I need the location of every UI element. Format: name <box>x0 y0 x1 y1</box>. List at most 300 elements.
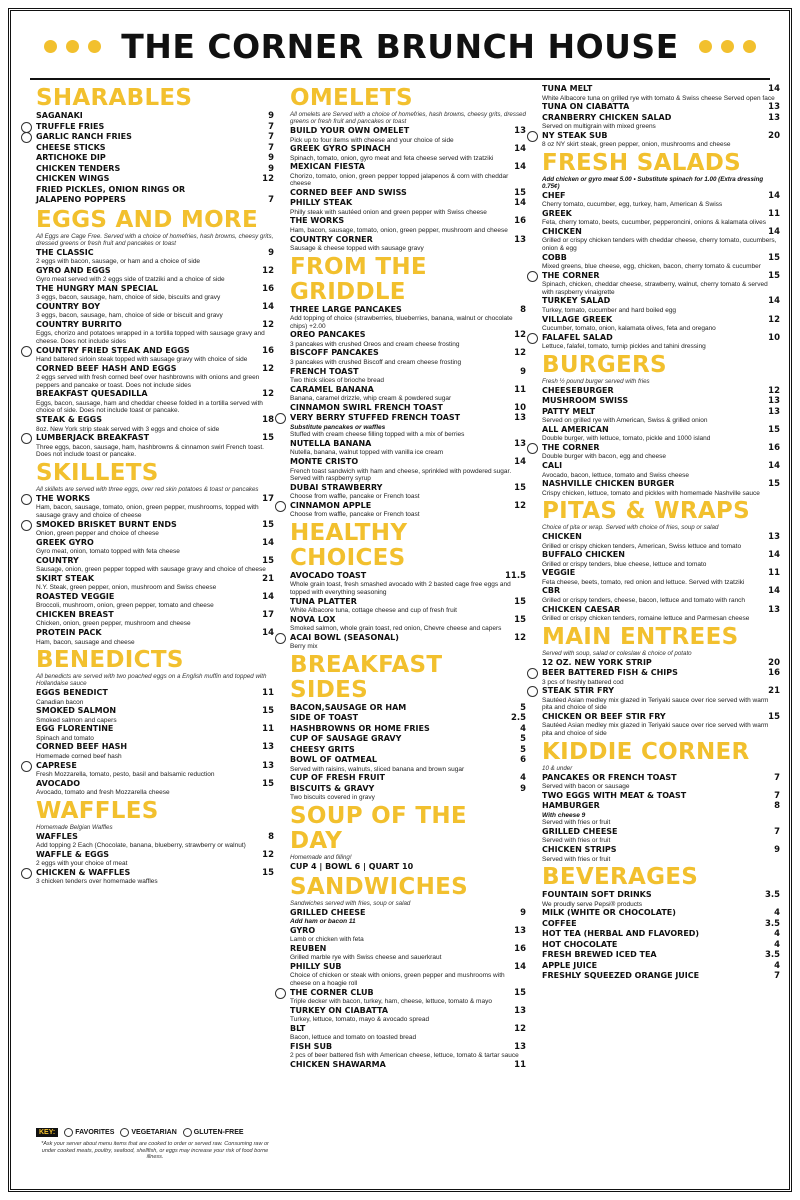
item-price: 7 <box>268 132 274 142</box>
item-price: 18 <box>262 415 274 426</box>
menu-item <box>36 185 274 196</box>
item-description: Whole grain toast, fresh smashed avocado with 2 basted cage free eggs and topped with everything seasoning <box>290 581 511 596</box>
item-price: 7 <box>268 195 274 205</box>
gluten-free-icon <box>527 131 538 142</box>
item-price: 14 <box>262 591 274 602</box>
item-price: 14 <box>768 296 780 307</box>
section-note: 10 & under <box>542 764 573 772</box>
menu-item <box>290 403 526 414</box>
item-price: 15 <box>514 482 526 493</box>
item-name: COUNTRY BOY <box>36 301 101 311</box>
item-description: 3 pcs of freshly battered cod <box>542 678 624 686</box>
item-description: White Albacore tuna, cottage cheese and cup of fresh fruit <box>290 607 457 615</box>
item-row <box>542 84 780 95</box>
menu-item <box>542 253 780 271</box>
item-row <box>290 126 526 137</box>
item-name: BOWL OF OATMEAL <box>290 755 377 765</box>
item-row <box>290 235 526 246</box>
item-row <box>36 628 274 639</box>
item-row <box>542 773 780 784</box>
item-name: FRESH BREWED ICED TEA <box>542 950 657 960</box>
item-price: 20 <box>768 130 780 141</box>
item-name: SIDE OF TOAST <box>290 713 359 723</box>
key-label: KEY: <box>36 1128 58 1137</box>
menu-item <box>36 153 274 164</box>
menu-item <box>36 302 274 320</box>
item-price: 13 <box>262 760 274 771</box>
menu-item <box>36 494 274 520</box>
item-name: CHICKEN <box>542 532 582 542</box>
menu-item <box>542 425 780 443</box>
header-dots-left <box>44 40 101 53</box>
gluten-free-icon <box>21 132 32 143</box>
gluten-free-icon <box>21 122 32 133</box>
menu-item <box>542 315 780 333</box>
item-name: WAFFLES <box>36 831 78 841</box>
item-name: THE HUNGRY MAN SPECIAL <box>36 283 159 293</box>
item-row <box>290 988 526 999</box>
item-price: 13 <box>514 234 526 245</box>
item-name: APPLE JUICE <box>542 960 598 970</box>
menu-item <box>542 568 780 586</box>
item-row <box>36 143 274 154</box>
item-name: GREEK <box>542 208 572 218</box>
menu-item <box>542 908 780 919</box>
item-name: COUNTRY FRIED STEAK AND EGGS <box>36 345 190 355</box>
item-price: 14 <box>262 301 274 312</box>
item-description: Gyro meat served with 2 eggs side of tzatziki and a choice of side <box>36 276 225 284</box>
menu-item <box>290 908 526 926</box>
item-price: 11 <box>262 688 274 699</box>
item-description: Spinach and tomato <box>36 734 94 742</box>
item-price: 11 <box>262 724 274 735</box>
item-row <box>290 597 526 608</box>
item-name: ALL AMERICAN <box>542 424 609 434</box>
section-note: Sandwiches served with fries, soup or salad <box>290 899 411 907</box>
menu-item <box>542 929 780 940</box>
section-title: SOUP OF THE DAY <box>290 803 467 855</box>
menu-item <box>36 132 274 143</box>
menu-item <box>542 386 780 397</box>
item-name: COBB <box>542 252 567 262</box>
item-price: 13 <box>514 126 526 136</box>
item-name: MUSHROOM SWISS <box>542 396 629 406</box>
section-note: All benedicts are served with two poached eggs on a English muffin and topped with Hollandaise sauce <box>36 673 267 688</box>
item-name: MILK (WHITE OR CHOCOLATE) <box>542 908 676 918</box>
item-row <box>542 929 780 940</box>
menu-item <box>290 633 526 651</box>
menu-item <box>542 113 780 131</box>
menu-section <box>290 86 526 253</box>
item-description: Stuffed with cream cheese filling topped with a mix of berries <box>290 431 465 439</box>
key-vegetarian <box>120 1128 176 1137</box>
item-price: 21 <box>768 686 780 697</box>
item-description: 3 chicken tenders over homemade waffles <box>36 878 158 886</box>
item-price: 9 <box>268 247 274 258</box>
menu-item <box>290 571 526 597</box>
gluten-free-icon <box>527 271 538 282</box>
item-price: 7 <box>268 142 274 153</box>
item-name: FRENCH TOAST <box>290 366 359 376</box>
item-description: Hand battered sirloin steak topped with sausage gravy with choice of side <box>36 356 248 364</box>
item-price: 14 <box>768 84 780 94</box>
item-description: Eggs, bacon, sausage, ham and cheddar cheese folded in a tortilla served with choice of side. Does not include toast or pancake. <box>36 399 263 415</box>
item-description: Cherry tomato, cucumber, egg, turkey, ham, American & Swiss <box>542 201 723 209</box>
menu-item <box>290 597 526 615</box>
header-divider <box>30 78 770 80</box>
menu-section <box>36 208 274 459</box>
section-title: EGGS AND MORE <box>36 206 258 233</box>
item-name: TWO EGGS WITH MEAT & TOAST <box>542 790 687 800</box>
decorative-dot-icon <box>699 40 712 53</box>
menu-item <box>290 988 526 1006</box>
item-price: 7 <box>268 121 274 132</box>
item-price: 5 <box>520 702 526 713</box>
menu-item <box>542 227 780 253</box>
item-description: Served with bacon or sausage <box>542 783 630 791</box>
item-row <box>290 501 526 512</box>
section-title: BENEDICTS <box>36 647 184 674</box>
item-name: COUNTRY CORNER <box>290 234 373 244</box>
item-row <box>36 574 274 585</box>
item-price: 15 <box>768 270 780 281</box>
item-price: 5 <box>520 734 526 745</box>
item-price: 13 <box>768 396 780 407</box>
item-price: 9 <box>268 111 274 121</box>
item-row <box>36 174 274 185</box>
item-name: FRIED PICKLES, ONION RINGS OR <box>36 184 186 194</box>
item-description: Broccoli, mushroom, onion, green pepper, tomato and cheese <box>36 602 214 610</box>
item-description: Nutella, banana, walnut topped with vanilla ice cream <box>290 449 444 457</box>
item-row <box>290 330 526 341</box>
item-name: CHICKEN CAESAR <box>542 604 621 614</box>
item-price: 13 <box>262 742 274 753</box>
menu-item <box>542 961 780 972</box>
item-price: 15 <box>262 433 274 444</box>
item-name: ARTICHOKE DIP <box>36 153 106 162</box>
item-price: 16 <box>514 216 526 227</box>
item-price: 16 <box>262 345 274 356</box>
item-description: Add topping 2 Each (Chocolate, banana, blueberry, strawberry or walnut) <box>36 842 246 850</box>
gluten-free-icon <box>21 520 32 531</box>
item-price: 4 <box>774 929 780 940</box>
menu-item <box>542 950 780 961</box>
item-name: CUP OF SAUSAGE GRAVY <box>290 734 402 744</box>
menu-item <box>290 962 526 988</box>
header-dots-right <box>699 40 756 53</box>
menu-item <box>542 461 780 479</box>
item-price: 12 <box>514 330 526 341</box>
item-price: 15 <box>768 479 780 490</box>
item-row <box>542 396 780 407</box>
item-row <box>36 320 274 331</box>
menu-item <box>542 658 780 669</box>
menu-section <box>290 521 526 651</box>
item-description: Gyro meat, onion, tomato topped with feta cheese <box>36 548 180 556</box>
menu-item <box>542 801 780 827</box>
item-row <box>542 191 780 202</box>
menu-item <box>36 389 274 415</box>
item-row <box>542 950 780 961</box>
item-price: 7 <box>774 826 780 837</box>
item-price: 2.5 <box>510 713 526 724</box>
section-note: All omelets are Served with a choice of homefries, hash browns, cheesy grits, dressed greens or fresh fruit and pancakes or toast <box>290 111 526 125</box>
menu-item <box>36 574 274 592</box>
item-row <box>290 962 526 973</box>
item-description: Grilled or crispy chicken tenders with cheddar cheese, cherry tomato, cucumbers, onion & egg <box>542 237 777 253</box>
item-row <box>290 734 526 745</box>
item-name: SMOKED SALMON <box>36 706 117 716</box>
item-name: TURKEY ON CIABATTA <box>290 1005 389 1015</box>
item-row <box>36 266 274 277</box>
menu-item <box>290 862 526 873</box>
key-favorites-label: FAVORITES <box>75 1129 115 1136</box>
item-row <box>36 164 274 175</box>
menu-item <box>290 348 526 366</box>
item-row <box>36 364 274 375</box>
item-price: 15 <box>262 555 274 566</box>
item-row <box>36 832 274 843</box>
item-option: Substitute pancakes or waffles <box>290 423 386 431</box>
section-title: SKILLETS <box>36 459 159 486</box>
item-price: 13 <box>514 438 526 449</box>
item-row <box>290 367 526 378</box>
menu-item <box>36 850 274 868</box>
item-description: Grilled or crispy chicken tenders, American, Swiss lettuce and tomato <box>542 542 742 550</box>
item-name: CARAMEL BANANA <box>290 384 374 394</box>
menu-item <box>542 296 780 314</box>
item-name: BISCOFF PANCAKES <box>290 348 379 358</box>
menu-item <box>290 944 526 962</box>
menu-item <box>542 443 780 461</box>
item-row <box>542 827 780 838</box>
item-price: 15 <box>514 596 526 607</box>
item-description: Philly steak with sautéed onion and green pepper with Swiss cheese <box>290 208 487 216</box>
menu-item <box>290 784 526 802</box>
menu-section <box>36 648 274 797</box>
item-price: 16 <box>262 283 274 294</box>
menu-item <box>290 724 526 735</box>
key-glutenfree <box>183 1128 244 1137</box>
item-description: Three eggs, bacon, sausage, ham, hashbrowns & cinnamon swirl French toast. Does not include toast or pancake. <box>36 443 264 459</box>
item-name: CHEESEBURGER <box>542 385 614 395</box>
item-name: FRESHLY SQUEEZED ORANGE JUICE <box>542 971 700 981</box>
item-price: 4 <box>774 960 780 971</box>
item-row <box>290 439 526 450</box>
menu-item <box>290 501 526 519</box>
item-row <box>290 724 526 735</box>
item-price: 9 <box>520 783 526 794</box>
item-name: CHICKEN & WAFFLES <box>36 867 131 877</box>
menu-item <box>36 364 274 390</box>
item-description: Spinach, tomato, onion, gyro meat and feta cheese served with tzatziki <box>290 154 494 162</box>
item-name: CINNAMON APPLE <box>290 500 372 510</box>
menu-item <box>542 333 780 351</box>
item-name: TUNA ON CIABATTA <box>542 102 630 112</box>
item-description: Ham, bacon, sausage and cheese <box>36 638 135 646</box>
item-name: NY STEAK SUB <box>542 130 608 140</box>
menu-item <box>290 413 526 439</box>
menu-header <box>18 18 782 74</box>
item-row <box>542 407 780 418</box>
item-price: 13 <box>514 1041 526 1052</box>
section-title: BEVERAGES <box>542 864 699 891</box>
menu-item <box>36 688 274 706</box>
item-row <box>36 346 274 357</box>
section-note: Fresh ½ pound burger served with fries <box>542 377 650 385</box>
menu-item <box>290 198 526 216</box>
item-name: MONTE CRISTO <box>290 457 359 466</box>
section-note: Choice of pita or wrap. Served with choice of fries, soup or salad <box>542 524 719 532</box>
decorative-dot-icon <box>44 40 57 53</box>
item-description: Fresh Mozzarella, tomato, pesto, basil and balsamic reduction <box>36 771 215 779</box>
item-name: PROTEIN PACK <box>36 628 102 638</box>
item-price: 5 <box>520 744 526 755</box>
item-description: Grilled marble rye with Swiss cheese and sauerkraut <box>290 954 442 962</box>
item-row <box>542 315 780 326</box>
menu-item <box>290 703 526 714</box>
item-description: Onion, green pepper and choice of cheese <box>36 530 159 537</box>
item-name: GYRO <box>290 925 316 935</box>
item-description: 3 eggs, bacon, sausage, ham, choice of side or biscuit and gravy <box>36 312 223 320</box>
item-row <box>290 403 526 414</box>
section-title: MAIN ENTREES <box>542 623 739 650</box>
item-price: 15 <box>514 987 526 998</box>
item-row <box>36 610 274 621</box>
menu-item <box>36 248 274 266</box>
item-description: Triple decker with bacon, turkey, ham, cheese, lettuce, tomato & mayo <box>290 998 492 1005</box>
item-price: 14 <box>514 162 526 173</box>
menu-item <box>290 1042 526 1060</box>
item-price: 4 <box>520 723 526 734</box>
item-name: OREO PANCAKES <box>290 330 366 340</box>
item-name: WAFFLE & EGGS <box>36 849 110 859</box>
menu-section <box>290 875 526 1071</box>
section-title: SANDWICHES <box>290 873 469 900</box>
menu-item <box>36 868 274 886</box>
menu-item <box>36 415 274 433</box>
menu-item <box>36 742 274 760</box>
item-description: Avocado, tomato and fresh Mozzarella cheese <box>36 789 170 797</box>
item-description: Served with fries or fruit <box>542 855 611 863</box>
item-name: TRUFFLE FRIES <box>36 121 105 131</box>
item-price: 15 <box>768 252 780 263</box>
item-description: Feta, cherry tomato, beets, cucumber, pepperoncini, onions & kalamata olives <box>542 219 767 227</box>
item-description: Served on multigrain with mixed greens <box>542 123 656 131</box>
menu-section <box>542 625 780 738</box>
item-price: 13 <box>514 925 526 936</box>
menu-item <box>36 538 274 556</box>
item-name: NASHVILLE CHICKEN BURGER <box>542 479 675 489</box>
item-name: CAPRESE <box>36 760 77 770</box>
item-price: 11 <box>514 1059 526 1070</box>
item-name: ROASTED VEGGIE <box>36 591 115 601</box>
item-option: With cheese 9 <box>542 811 586 819</box>
item-row <box>290 385 526 396</box>
menu-item <box>36 592 274 610</box>
item-row <box>290 633 526 644</box>
item-row <box>542 668 780 679</box>
item-description: Chorizo, tomato, onion, green pepper topped jalapenos & corn with cheddar cheese <box>290 172 509 188</box>
item-row <box>542 712 780 723</box>
item-price: 12 <box>514 1023 526 1034</box>
item-description: 3 pancakes with crushed Oreos and cream cheese frosting <box>290 340 460 348</box>
item-price: 14 <box>768 586 780 597</box>
favorite-icon <box>64 1128 73 1137</box>
item-row <box>290 703 526 714</box>
item-name: GARLIC RANCH FRIES <box>36 132 132 141</box>
item-description: Served with raisins, walnuts, sliced banana and brown sugar <box>290 765 465 773</box>
item-name: CUP OF FRESH FRUIT <box>290 773 385 783</box>
menu-section <box>36 86 274 206</box>
item-row <box>36 556 274 567</box>
item-price: 14 <box>514 198 526 209</box>
item-price: 12 <box>768 385 780 396</box>
item-name: COUNTRY <box>36 555 79 565</box>
item-row <box>290 162 526 173</box>
item-price: 13 <box>768 532 780 543</box>
item-price: 11 <box>768 208 780 219</box>
menu-item <box>36 832 274 850</box>
item-description: Grilled or crispy chicken tenders, romaine lettuce and Parmesan cheese <box>542 615 750 623</box>
menu-item <box>36 706 274 724</box>
item-description: Served with fries or fruit <box>542 837 611 845</box>
menu-item <box>290 755 526 773</box>
item-row <box>290 198 526 209</box>
item-name: REUBEN <box>290 943 327 953</box>
key-glutenfree-label: GLUTEN-FREE <box>193 1129 244 1136</box>
gluten-free-icon <box>21 868 32 879</box>
item-description: Two biscuits covered in gravy <box>290 794 375 802</box>
item-row <box>542 209 780 220</box>
item-description: Spinach, chicken, cheddar cheese, strawberry, walnut, cherry tomato & served with raspberry vinaigrette <box>542 281 768 296</box>
item-description: Smoked salmon, whole grain toast, red onion, Chevre cheese and capers <box>290 625 502 633</box>
item-description: French toast sandwich with ham and cheese, sprinkled with powdered sugar. Served with raspberry syrup <box>290 467 512 483</box>
item-name: CHEF <box>542 190 566 200</box>
item-description: 2 pcs of beer battered fish with American cheese, lettuce, tomato & tartar sauce <box>290 1052 519 1060</box>
menu-item <box>36 174 274 185</box>
item-name: GREEK GYRO SPINACH <box>290 144 391 154</box>
item-price: 9 <box>268 153 274 163</box>
menu-item <box>36 111 274 122</box>
item-description: Choose from waffle, pancake or French toast <box>290 511 420 519</box>
gluten-free-icon <box>21 346 32 357</box>
menu-item <box>290 439 526 457</box>
item-row <box>290 784 526 795</box>
item-row <box>290 305 526 316</box>
item-name: CHICKEN TENDERS <box>36 163 121 173</box>
item-row <box>36 688 274 699</box>
menu-section <box>290 653 526 802</box>
item-price: 15 <box>262 519 274 530</box>
item-row <box>542 131 780 142</box>
item-row <box>290 1042 526 1053</box>
item-name: CRANBERRY CHICKEN SALAD <box>542 112 672 122</box>
item-row <box>542 461 780 472</box>
item-name: CHEESY GRITS <box>290 744 355 754</box>
menu-item <box>290 773 526 784</box>
decorative-dot-icon <box>88 40 101 53</box>
item-name: BEER BATTERED FISH & CHIPS <box>542 668 678 678</box>
vegetarian-icon <box>275 633 286 644</box>
item-description: Homemade corned beef hash <box>36 752 122 760</box>
menu-item <box>36 556 274 574</box>
item-name: LUMBERJACK BREAKFAST <box>36 433 150 443</box>
item-name: BISCUITS & GRAVY <box>290 783 375 793</box>
item-name: FISH SUB <box>290 1041 333 1051</box>
key-vegetarian-label: VEGETARIAN <box>131 1129 177 1136</box>
menu-section <box>542 740 780 863</box>
